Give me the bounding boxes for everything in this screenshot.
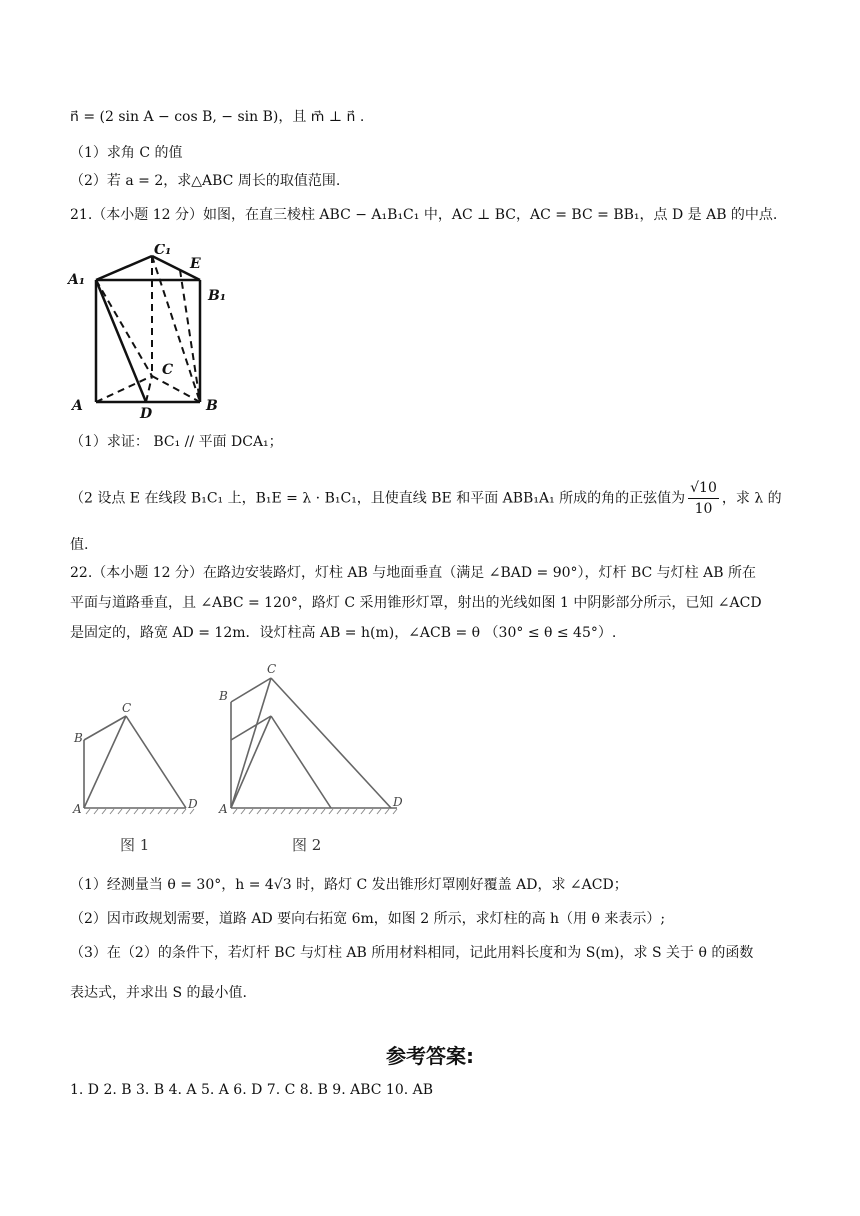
label-c1: C₁ [154, 244, 172, 258]
q20-vector-line: n⃗ = (2 sin A − cos B, − sin B)，且 m⃗ ⊥ n⃗ . [70, 109, 365, 125]
q22-part3-line2: 表达式，并求出 S 的最小值. [70, 985, 247, 1001]
fig1-label-b: B [74, 731, 83, 745]
fig2-label-d: D [393, 795, 403, 809]
fig1-ray-ca [84, 716, 126, 808]
fig1-label-a: A [73, 802, 82, 816]
q21-part2-post: ，求 λ 的 [721, 490, 782, 507]
q21-part2-end: 值. [70, 537, 89, 553]
dash-c1-b [152, 256, 200, 402]
edge-a1-c1 [96, 256, 152, 280]
fig2-label-b: B [219, 689, 228, 703]
dash-a1-c [96, 280, 152, 376]
fig2-ray-old-d [271, 716, 331, 808]
fig2-label-a: A [219, 802, 228, 816]
q21-stem: 21.（本小题 12 分）如图，在直三棱柱 ABC − A₁B₁C₁ 中，AC ⊥ BC，AC = BC = BB₁，点 D 是 AB 的中点. [70, 207, 778, 223]
fig1-ray-cd [126, 716, 186, 808]
q22-part1: （1）经测量当 θ = 30°，h = 4√3 时，路灯 C 发出锥形灯罩刚好覆盖 AD，求 ∠ACD； [70, 877, 628, 893]
dash-d-c [146, 376, 152, 402]
q21-part2 [70, 478, 782, 519]
figure-1 [70, 700, 210, 820]
q22-stem-line2: 平面与道路垂直，且 ∠ABC = 120°，路灯 C 采用锥形灯罩，射出的光线如图 1 中阴影部分所示，已知 ∠ACD [70, 595, 762, 611]
label-d: D [140, 406, 153, 420]
q21-part2-pre: （2 设点 E 在线段 B₁C₁ 上，B₁E = λ · B₁C₁，且使直线 BE 和平面 ABB₁A₁ 所成的角的正弦值为 [70, 490, 686, 507]
label-e: E [190, 256, 201, 272]
answers-line: 1. D 2. B 3. B 4. A 5. A 6. D 7. C 8. B 9. ABC 10. AB [70, 1082, 434, 1098]
answers-title: 参考答案: [386, 1044, 474, 1068]
fraction-numerator: √10 [688, 478, 719, 499]
fig2-label-c: C [267, 662, 277, 676]
fig1-label-c: C [122, 701, 132, 715]
fig2-ray-old-a [231, 716, 271, 808]
q21-part1: （1）求证： BC₁ // 平面 DCA₁； [70, 434, 283, 450]
q20-part1: （1）求角 C 的值 [70, 145, 183, 161]
fig1-label-d: D [188, 797, 198, 811]
q20-part2: （2）若 a = 2，求△ABC 周长的取值范围. [70, 173, 341, 189]
label-c: C [162, 362, 174, 378]
q22-part3-line1: （3）在（2）的条件下，若灯杆 BC 与灯柱 AB 所用材料相同，记此用料长度和为 S(m)，求 S 关于 θ 的函数 [70, 945, 754, 961]
sine-fraction [688, 478, 719, 519]
label-b1: B₁ [208, 288, 226, 304]
label-b: B [206, 398, 218, 414]
prism-figure [66, 244, 236, 420]
figure-2-caption: 图 2 [292, 836, 322, 854]
q22-stem-line3: 是固定的，路宽 AD = 12m．设灯柱高 AB = h(m)，∠ACB = θ （30° ≤ θ ≤ 45°）. [70, 625, 617, 641]
figure-2 [215, 660, 410, 820]
figure-1-caption: 图 1 [120, 836, 150, 854]
dash-e-b [180, 270, 200, 402]
segment-a1-d [96, 280, 146, 402]
q22-stem-line1: 22.（本小题 12 分）在路边安装路灯，灯柱 AB 与地面垂直（满足 ∠BAD = 90°），灯杆 BC 与灯柱 AB 所在 [70, 565, 756, 581]
fraction-denominator: 10 [694, 501, 713, 517]
label-a1: A₁ [68, 272, 85, 288]
label-a: A [72, 398, 83, 414]
dash-c-b [152, 376, 200, 402]
q22-part2: （2）因市政规划需要，道路 AD 要向右拓宽 6m，如图 2 所示，求灯柱的高 h（用 θ 来表示）; [70, 911, 666, 927]
